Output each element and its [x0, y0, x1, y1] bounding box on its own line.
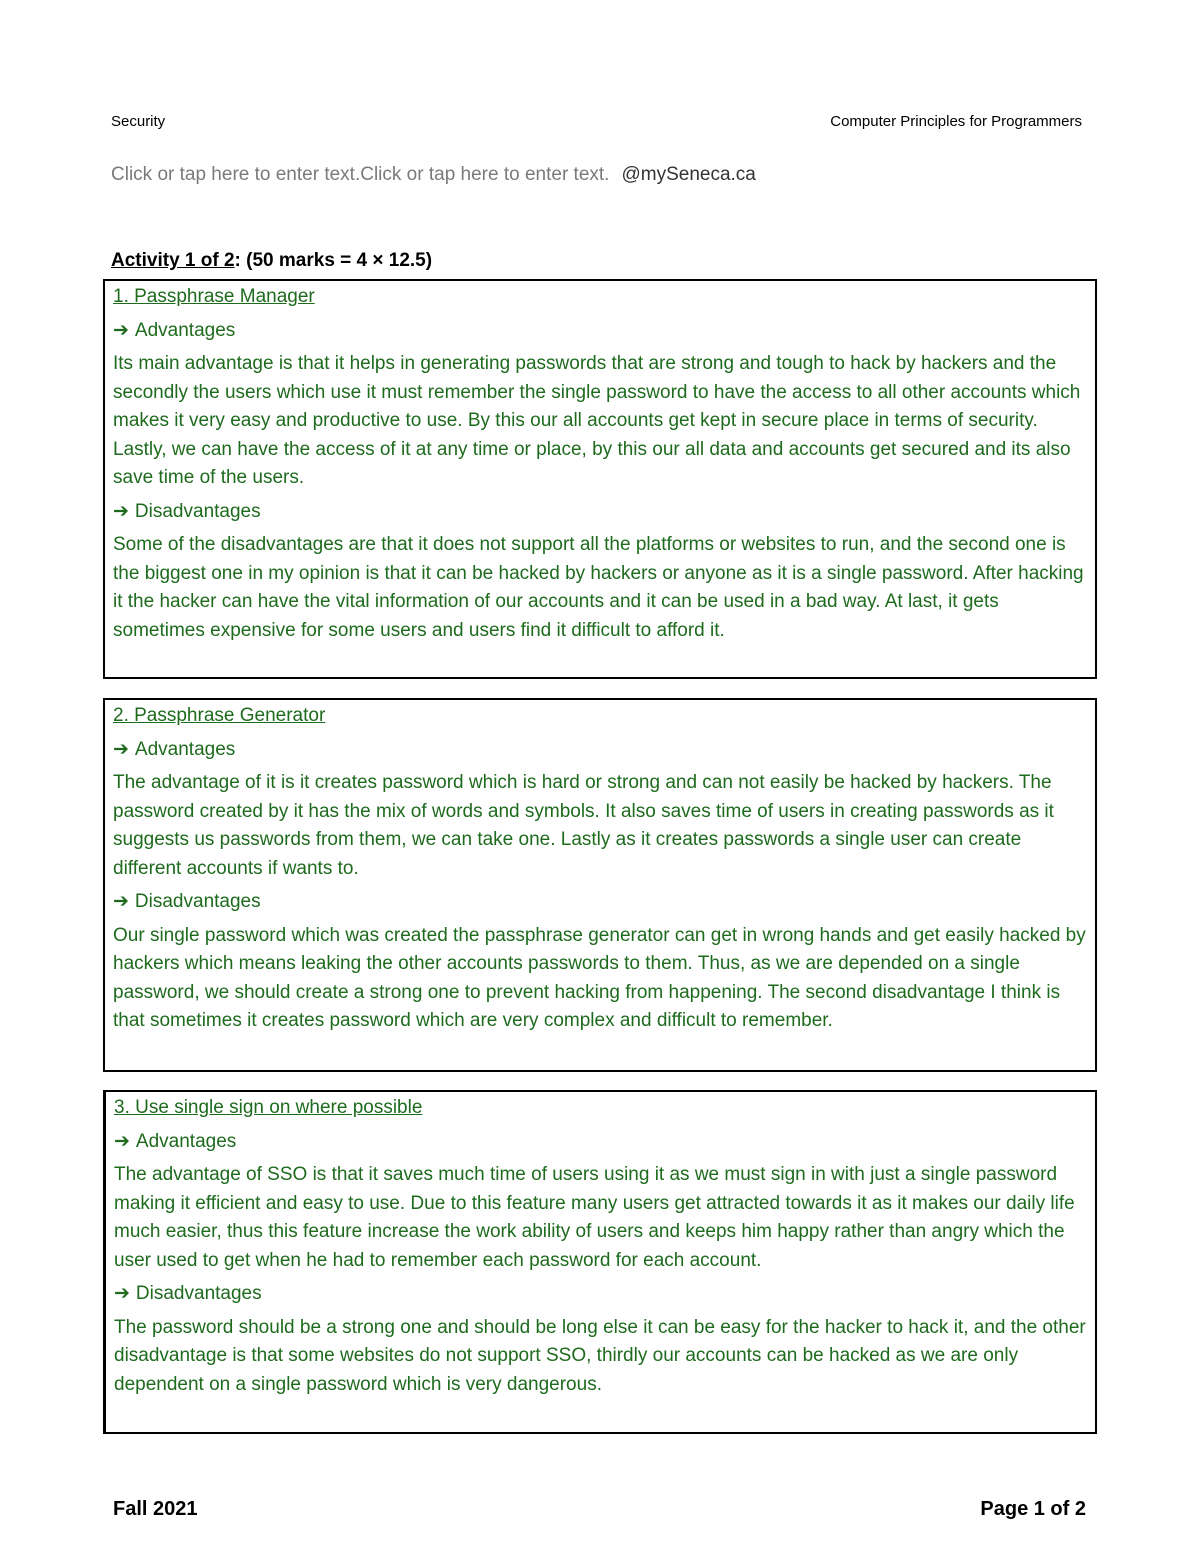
arrow-right-icon: ➔ [113, 738, 129, 760]
disadvantages-label: ➔ Disadvantages [114, 1283, 262, 1304]
footer-term: Fall 2021 [113, 1498, 198, 1520]
disadvantages-label: ➔ Disadvantages [113, 500, 261, 522]
advantages-text[interactable]: The advantage of SSO is that it saves much time of users using it as we must sign in with just a single password making it efficient and easy to use. Due to this feature many users get attracted towards it as it makes our daily life much easier, thus this feature increase the work ability of users and keeps him happy rather than angry which the user used to get when he had to remember each password for each account. [114, 1164, 1075, 1271]
section-box-2 [103, 698, 1097, 1072]
arrow-right-icon: ➔ [113, 891, 129, 912]
name-placeholder-field[interactable]: Click or tap here to enter text. [111, 164, 361, 185]
arrow-right-icon: ➔ [114, 1283, 130, 1304]
footer-page-number: Page 1 of 2 [980, 1498, 1086, 1520]
activity-heading [111, 250, 432, 272]
email-domain: @mySeneca.ca [621, 164, 756, 185]
section-title: 3. Use single sign on where possible [114, 1097, 423, 1118]
disadvantages-text[interactable]: Our single password which was created the passphrase generator can get in wrong hands and get easily hacked by hackers which means leaking the other accounts passwords to them. Thus, as we are depended on a single password, we should create a strong one to prevent hacking from happening. The second disadvantage I think is that sometimes it creates password which are very complex and difficult to remember. [113, 924, 1086, 1031]
arrow-right-icon: ➔ [113, 500, 129, 522]
activity-marks: : (50 marks = 4 × 12.5) [234, 250, 433, 271]
advantages-text[interactable]: The advantage of it is it creates password which is hard or strong and can not easily be hacked by hackers. The password created by it has the mix of words and symbols. It also saves time of users in creating passwords as it suggests us passwords from them, we can take one. Lastly as it creates passwords a single user can create different accounts if wants to. [113, 772, 1054, 879]
section-title: 1. Passphrase Manager [113, 286, 315, 307]
advantages-text[interactable]: Its main advantage is that it helps in generating passwords that are strong and tough to hack by hackers and the secondly the users which use it must remember the single password to have the access to all other accounts which makes it very easy and productive to use. By this our all accounts get kept in secure place in terms of security. Lastly, we can have the access of it at any time or place, by this our all data and accounts get secured and its also save time of the users. [113, 353, 1081, 488]
header-course-name: Computer Principles for Programmers [830, 113, 1082, 130]
advantages-label: ➔ Advantages [114, 1130, 237, 1152]
advantages-label: ➔ Advantages [113, 738, 236, 760]
section-title: 2. Passphrase Generator [113, 705, 326, 726]
activity-label: Activity 1 of 2 [111, 250, 235, 271]
disadvantages-text[interactable]: Some of the disadvantages are that it does not support all the platforms or websites to run, and the second one is the biggest one in my opinion is that it can be hacked by hackers or anyone as it is a single password. After hacking it the hacker can have the vital information of our accounts and it can be used in a bad way. At last, it gets sometimes expensive for some users and users find it difficult to afford it. [113, 534, 1084, 641]
arrow-right-icon: ➔ [113, 319, 129, 341]
section-box-3 [103, 1090, 1097, 1434]
disadvantages-text[interactable]: The password should be a strong one and should be long else it can be easy for the hacker to hack it, and the other disadvantage is that some websites do not support SSO, thirdly our accounts can be hacked as we are only dependent on a single password which is very dangerous. [114, 1316, 1086, 1395]
disadvantages-label: ➔ Disadvantages [113, 891, 261, 912]
advantages-label: ➔ Advantages [113, 319, 236, 341]
section-box-1 [103, 279, 1097, 679]
header-course-topic: Security [111, 113, 166, 130]
arrow-right-icon: ➔ [114, 1130, 130, 1152]
student-info-line [111, 164, 756, 186]
id-placeholder-field[interactable]: Click or tap here to enter text. [360, 164, 610, 185]
